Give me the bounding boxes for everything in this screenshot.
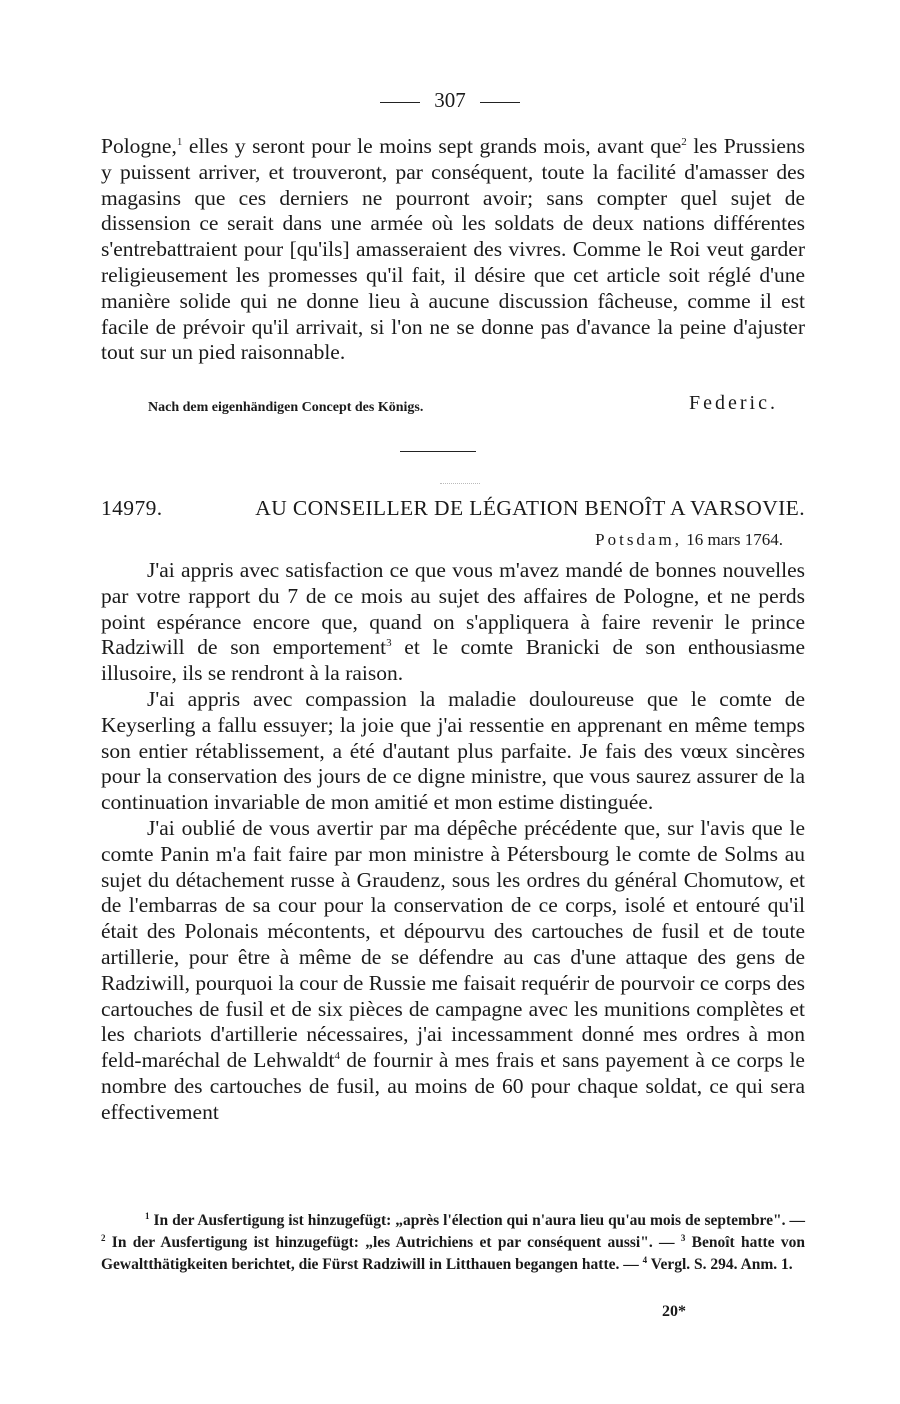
text-run: J'ai oublié de vous avertir par ma dépêche précédente que, sur l'avis que le comte Panin m'a fait faire par mon ministre à Pétersbourg le comte de Solms au sujet du détachement russe à Graudenz, sous les ordres du général Chomutow, et de l'embarras de sa cour pour la conservation de ce corps, isolé et entouré qu'il était des Polonais mécontents, et dépourvu des cartouches de fusil et de toute artillerie, pour être à même de se défendre au cas d'une attaque des gens de Radziwill, pourquoi la cour de Russie me faisait requérir de pourvoir ce corps des cartouches de fusil et de six pièces de campagne avec les munitions complètes et les chariots d'artillerie nécessaires, j'ai incessamment donné mes ordres à mon feld-maréchal de Lehwaldt (101, 815, 805, 1073)
paragraph-1 (101, 558, 805, 687)
document-title: AU CONSEILLER DE LÉGATION BENOÎT A VARSOVIE. (255, 496, 805, 520)
dateline-date: 16 mars 1764. (686, 530, 783, 549)
document-number: 14979. (101, 496, 163, 520)
footnote-marker-4: 4 (642, 1254, 648, 1265)
footnote-marker-3: 3 (680, 1232, 686, 1243)
faint-mark (440, 483, 480, 484)
continued-paragraph (101, 134, 805, 366)
text-run: elles y seront pour le moins sept grands mois, avant que (182, 134, 682, 158)
section-divider (400, 451, 476, 452)
text-run: de fournir à mes frais et sans payement à ce corps le nombre des cartouches de fusil, au moins de 60 pour chaque soldat, ce qui sera effectivement (101, 1048, 805, 1124)
text-run: Pologne, (101, 134, 177, 158)
footnote-ref-3: 3 (386, 637, 392, 650)
letter-body (101, 558, 805, 1126)
printer-signature-mark: 20* (662, 1303, 686, 1320)
dateline-place: Potsdam, (595, 530, 682, 549)
footnote-block (101, 1210, 805, 1276)
footnote-text-1: In der Ausfertigung ist hinzugefügt: „après l'élection qui n'aura lieu qu'au mois de septembre". — (149, 1212, 805, 1229)
footnote-ref-1: 1 (176, 135, 183, 148)
continued-letter-text (101, 134, 805, 366)
footnote-marker-1: 1 (145, 1210, 150, 1221)
footnote-marker-2: 2 (101, 1232, 106, 1243)
left-dash (380, 102, 420, 103)
footnotes (101, 1210, 805, 1276)
right-dash (480, 102, 520, 103)
page-number: 307 (434, 88, 466, 112)
paragraph-3 (101, 816, 805, 1126)
running-head (0, 88, 900, 113)
paragraph-2: J'ai appris avec compassion la maladie douloureuse que le comte de Keyserling a fallu essuyer; la joie que j'ai ressentie en apprenant en même temps son entier rétablissement, a été d'autant plus parfaite. Je fais des vœux sincères pour la conservation des jours de ce digne ministre, que vous saurez assurer de la continuation invariable de mon amitié et mon estime distinguée. (101, 686, 805, 815)
source-note: Nach dem eigenhändigen Concept des Königs. (148, 400, 424, 415)
footnote-text-4: Vergl. S. 294. Anm. 1. (647, 1256, 793, 1273)
dateline (595, 530, 783, 550)
footnote-ref-2: 2 (681, 135, 687, 148)
text-run: et le comte Branicki de son enthousiasme illusoire, ils se rendront à la raison. (101, 635, 806, 686)
document-heading (101, 496, 805, 521)
footnote-text-3: Benoît hatte von Gewaltthätigkeiten berichtet, die Fürst Radziwill in Litthauen begangen hatte. — (101, 1234, 805, 1273)
signature: Federic. (689, 392, 778, 414)
text-run: J'ai appris avec satisfaction ce que vous m'avez mandé de bonnes nouvelles par votre rapport du 7 de ce mois au sujet des affaires de Pologne, et ne perds point espérance encore que, quand on s'appliquera à faire revenir le prince Radziwill de son emportement (101, 558, 805, 660)
text-run: les Prussiens y puissent arriver, et trouveront, par conséquent, toute la facilité d'amasser des magasins que ces derniers ne pourront avoir; sans compter quel sujet de dissension ce serait dans une armée où les soldats de deux nations différentes s'entrebattraient pour [qu'ils] amasseraient des vivres. Comme le Roi veut garder religieusement les promesses qu'il fait, il désire que cet article soit réglé d'une manière solide qui ne donne lieu à aucune discussion fâcheuse, comme il est facile de prévoir qu'il arrivait, si l'on ne se donne pas d'avance la peine d'ajuster tout sur un pied raisonnable. (101, 134, 805, 365)
footnote-text-2: In der Ausfertigung ist hinzugefügt: „les Autrichiens et par conséquent aussi". — (105, 1234, 681, 1251)
footnote-ref-4: 4 (334, 1049, 340, 1062)
